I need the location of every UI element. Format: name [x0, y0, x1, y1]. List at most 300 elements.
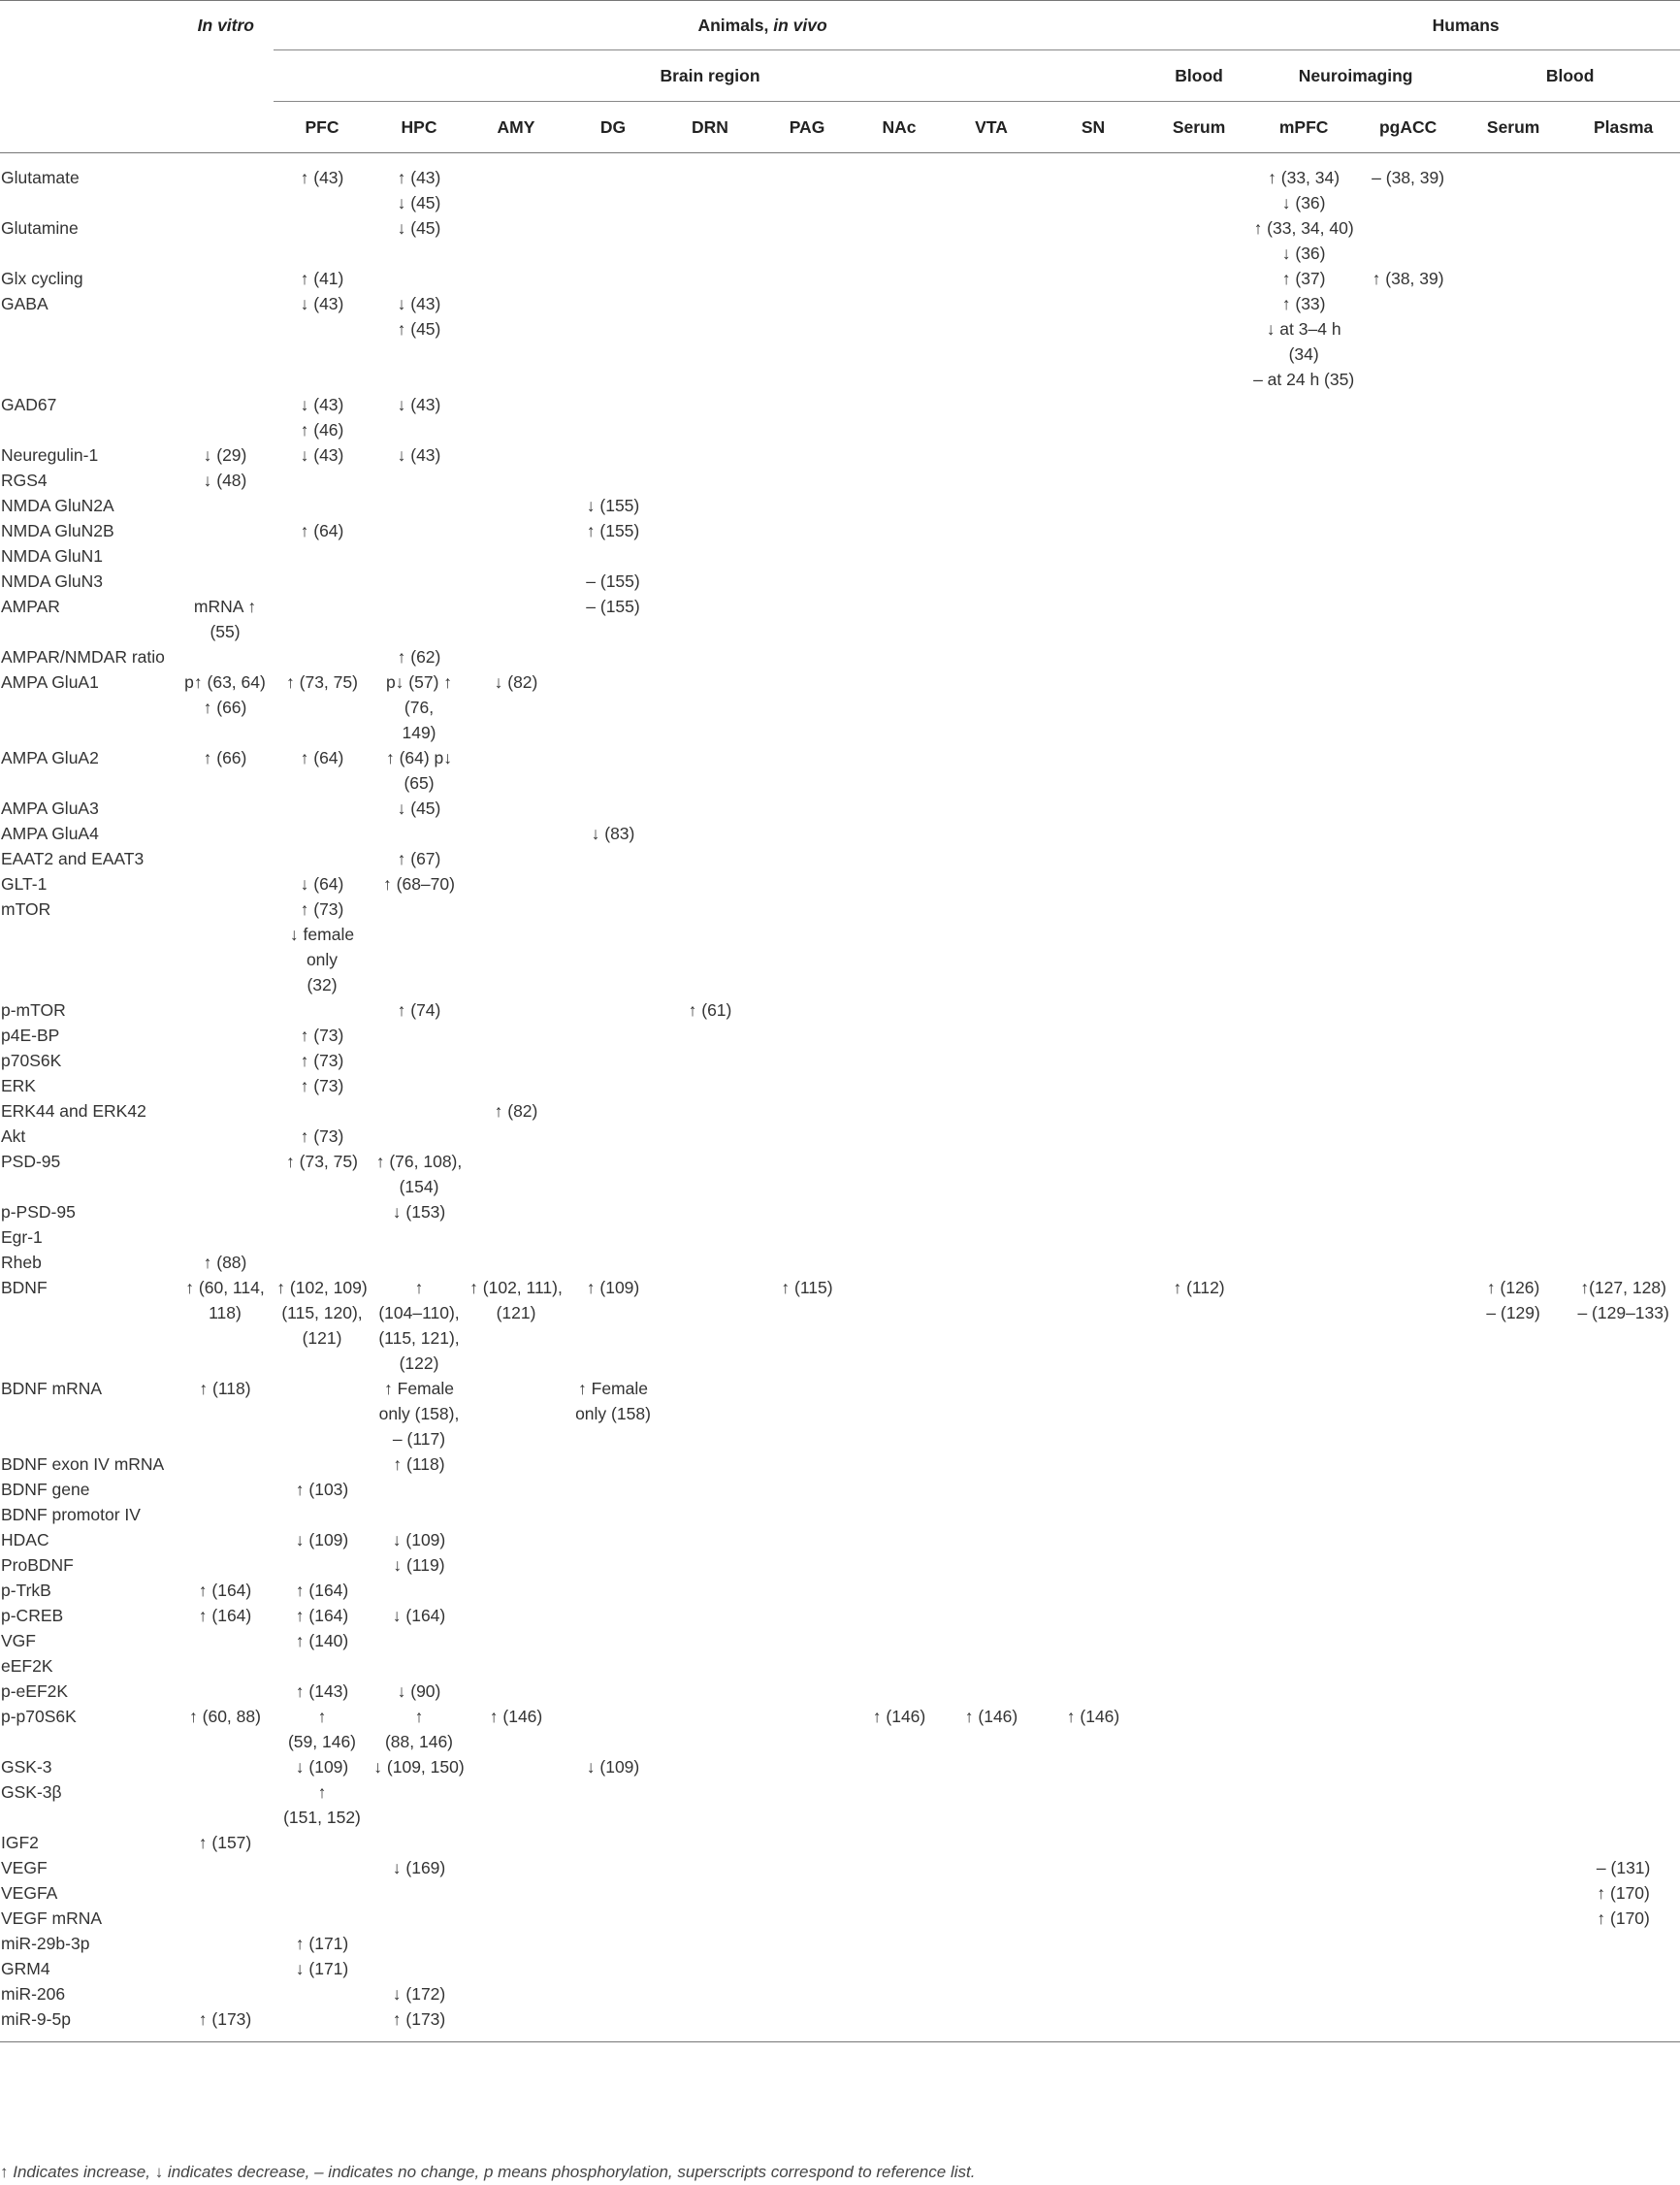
table-cell — [1147, 1527, 1251, 1552]
table-cell — [856, 1956, 943, 1981]
table-cell — [1040, 1779, 1147, 1830]
table-cell — [1567, 442, 1680, 468]
table-cell: ↑ (102, 109) (115, 120), (121) — [276, 1278, 368, 1348]
table-cell — [1147, 1376, 1251, 1451]
table-cell — [1460, 1199, 1567, 1224]
table-cell — [468, 518, 565, 543]
table-cell — [856, 1603, 943, 1628]
table-cell — [1356, 1199, 1460, 1224]
table-cell — [468, 1779, 565, 1830]
table-cell — [371, 1023, 468, 1048]
table-cell — [943, 468, 1040, 493]
table-cell — [1356, 897, 1460, 997]
table-cell — [565, 745, 662, 796]
table-row — [0, 266, 1680, 291]
table-cell — [565, 1502, 662, 1527]
table-cell: ↑ Female only (158), – (117) — [378, 1379, 460, 1449]
table-row — [0, 1981, 1680, 2006]
row-label: miR-29b-3p — [1, 1934, 90, 1953]
table-cell — [943, 215, 1040, 266]
table-row — [0, 1880, 1680, 1906]
table-cell — [565, 1023, 662, 1048]
table-cell — [371, 1779, 468, 1830]
table-cell — [759, 897, 856, 997]
table-cell — [856, 745, 943, 796]
table-cell — [1356, 493, 1460, 518]
table-cell: ↑ (173) — [371, 2006, 468, 2042]
table-cell — [468, 1628, 565, 1653]
table-cell — [1251, 1830, 1356, 1855]
table-cell — [177, 1023, 274, 1048]
table-cell — [943, 1578, 1040, 1603]
table-cell — [856, 518, 943, 543]
table-cell — [662, 796, 759, 821]
table-cell — [1147, 669, 1251, 745]
table-cell — [1040, 1552, 1147, 1578]
table-cell — [1251, 1880, 1356, 1906]
table-cell — [1040, 1023, 1147, 1048]
blood-human-header: Blood — [1460, 50, 1680, 102]
table-cell — [1567, 153, 1680, 216]
table-cell — [1040, 1603, 1147, 1628]
table-cell — [856, 1451, 943, 1477]
table-cell — [1356, 392, 1460, 442]
table-cell: ↑ (73, 75) — [286, 1152, 358, 1171]
row-label: BDNF mRNA — [1, 1379, 103, 1398]
table-cell — [1460, 1477, 1567, 1502]
table-cell — [1040, 1931, 1147, 1956]
table-cell: ↑(127, 128) – (129–133) — [1577, 1278, 1669, 1322]
table-cell — [274, 1250, 371, 1275]
table-cell — [177, 1124, 274, 1149]
table-cell — [565, 543, 662, 569]
table-cell — [1147, 594, 1251, 644]
table-row — [0, 1224, 1680, 1250]
table-cell — [1460, 821, 1567, 846]
table-cell — [371, 1956, 468, 1981]
table-cell — [1147, 543, 1251, 569]
table-cell — [1356, 1048, 1460, 1073]
table-cell — [1251, 1527, 1356, 1552]
table-cell: ↓ (109) — [295, 1530, 349, 1549]
table-cell — [371, 1628, 468, 1653]
header-row-3 — [0, 102, 1680, 153]
table-cell — [1567, 871, 1680, 897]
table-cell — [565, 1779, 662, 1830]
table-cell — [468, 1502, 565, 1527]
table-row — [0, 1603, 1680, 1628]
table-cell — [1040, 518, 1147, 543]
table-cell — [177, 569, 274, 594]
table-cell — [943, 1527, 1040, 1552]
table-row — [0, 1552, 1680, 1578]
table-cell — [1460, 669, 1567, 745]
table-cell — [943, 1981, 1040, 2006]
table-cell — [177, 897, 274, 997]
table-cell — [1251, 1477, 1356, 1502]
table-cell — [1251, 997, 1356, 1023]
table-cell: ↑ (157) — [198, 1833, 252, 1852]
table-cell — [662, 493, 759, 518]
table-cell — [856, 821, 943, 846]
table-cell: ↑ (146) — [964, 1707, 1018, 1726]
table-cell — [468, 846, 565, 871]
table-cell: – (38, 39) — [1372, 168, 1445, 187]
table-cell — [1147, 215, 1251, 266]
table-cell — [1251, 1250, 1356, 1275]
table-cell — [177, 644, 274, 669]
table-cell — [468, 1906, 565, 1931]
table-cell — [468, 1023, 565, 1048]
table-row — [0, 897, 1680, 997]
table-cell — [1567, 1199, 1680, 1224]
table-cell — [856, 153, 943, 216]
table-cell — [662, 1477, 759, 1502]
table-cell — [565, 1880, 662, 1906]
table-cell — [1567, 1250, 1680, 1275]
table-cell — [943, 821, 1040, 846]
table-cell — [759, 1199, 856, 1224]
table-cell — [662, 1023, 759, 1048]
table-cell — [856, 796, 943, 821]
table-cell — [1040, 153, 1147, 216]
table-cell: ↑ (33, 34, 40) ↓ (36) — [1253, 218, 1354, 263]
table-cell — [1147, 1779, 1251, 1830]
table-cell — [1147, 846, 1251, 871]
table-cell — [1356, 644, 1460, 669]
table-cell — [856, 1679, 943, 1704]
table-cell — [1040, 291, 1147, 392]
table-cell — [856, 468, 943, 493]
table-cell — [662, 569, 759, 594]
table-cell — [1147, 493, 1251, 518]
row-label: NMDA GluN3 — [1, 571, 104, 591]
table-cell — [468, 1830, 565, 1855]
table-cell — [468, 266, 565, 291]
table-cell — [1147, 1048, 1251, 1073]
table-cell — [1251, 897, 1356, 997]
table-cell — [468, 871, 565, 897]
table-cell — [177, 1073, 274, 1098]
table-cell — [943, 1931, 1040, 1956]
table-cell — [274, 644, 371, 669]
table-cell — [1040, 1527, 1147, 1552]
row-label: NMDA GluN2A — [1, 496, 114, 515]
table-cell — [1567, 518, 1680, 543]
table-cell — [759, 1477, 856, 1502]
table-cell — [274, 796, 371, 821]
table-cell — [1040, 1855, 1147, 1880]
table-cell — [1147, 153, 1251, 216]
column-header: PAG — [759, 102, 856, 153]
table-cell — [1251, 1149, 1356, 1199]
table-cell — [1460, 1956, 1567, 1981]
table-cell — [856, 1855, 943, 1880]
table-cell — [1356, 1250, 1460, 1275]
table-cell — [1251, 594, 1356, 644]
table-cell — [943, 1653, 1040, 1679]
table-cell — [1251, 644, 1356, 669]
table-cell — [1356, 1275, 1460, 1376]
table-cell — [856, 569, 943, 594]
table-cell — [1356, 1073, 1460, 1098]
table-cell: ↑ (173) — [177, 2006, 274, 2042]
table-cell — [371, 569, 468, 594]
table-cell — [759, 442, 856, 468]
table-cell: ↑ (112) — [1173, 1278, 1225, 1297]
table-cell — [1147, 1502, 1251, 1527]
table-cell — [662, 153, 759, 216]
table-cell — [662, 871, 759, 897]
row-label: p-TrkB — [1, 1581, 51, 1600]
table-cell — [1460, 1754, 1567, 1779]
table-cell — [1040, 1073, 1147, 1098]
table-cell — [1147, 1628, 1251, 1653]
table-cell — [1040, 1502, 1147, 1527]
table-row — [0, 543, 1680, 569]
table-cell — [1147, 1552, 1251, 1578]
table-cell: ↓ (164) — [392, 1606, 446, 1625]
table-cell — [1567, 1754, 1680, 1779]
table-cell — [1147, 897, 1251, 997]
table-cell — [943, 846, 1040, 871]
table-cell — [468, 569, 565, 594]
table-cell — [1567, 1956, 1680, 1981]
table-cell — [1356, 1502, 1460, 1527]
table-row — [0, 594, 1680, 644]
table-cell — [274, 2006, 371, 2042]
table-cell — [662, 1250, 759, 1275]
table-cell — [1251, 1124, 1356, 1149]
table-cell — [177, 1754, 274, 1779]
table-cell — [759, 1578, 856, 1603]
table-cell — [565, 1124, 662, 1149]
table-cell — [371, 897, 468, 997]
table-cell — [1356, 1149, 1460, 1199]
table-cell — [662, 644, 759, 669]
table-row — [0, 644, 1680, 669]
table-cell: ↑ (126) – (129) — [1486, 1278, 1540, 1322]
table-cell — [371, 594, 468, 644]
table-cell — [565, 1653, 662, 1679]
table-cell: ↑ (33) ↓ at 3–4 h (34) – at 24 h (35) — [1253, 294, 1355, 389]
table-row — [0, 1956, 1680, 1981]
table-cell: ↑ (59, 146) — [287, 1707, 357, 1751]
row-label: p70S6K — [1, 1051, 62, 1070]
row-label: VGF — [1, 1631, 36, 1650]
table-cell — [1147, 392, 1251, 442]
table-cell — [468, 1880, 565, 1906]
table-cell — [1251, 1603, 1356, 1628]
table-cell — [759, 291, 856, 392]
table-cell: ↑ (73) — [300, 1126, 344, 1146]
table-cell — [565, 1552, 662, 1578]
table-cell — [371, 1906, 468, 1931]
table-cell: ↑ (61) — [688, 1000, 732, 1020]
table-cell — [1356, 1023, 1460, 1048]
table-cell: ↓ (109) — [392, 1530, 446, 1549]
table-cell — [468, 1048, 565, 1073]
table-cell — [177, 1477, 274, 1502]
table-row — [0, 1779, 1680, 1830]
row-label: HDAC — [1, 1530, 49, 1549]
table-cell — [662, 1603, 759, 1628]
table-cell — [1040, 745, 1147, 796]
table-cell — [274, 493, 371, 518]
table-cell — [856, 1124, 943, 1149]
table-cell — [856, 1880, 943, 1906]
table-cell — [943, 1098, 1040, 1124]
table-cell — [856, 1149, 943, 1199]
table-cell — [565, 1628, 662, 1653]
row-label: Glutamine — [1, 218, 79, 238]
table-cell — [1040, 846, 1147, 871]
table-cell — [177, 1855, 274, 1880]
table-cell — [856, 1754, 943, 1779]
table-cell — [1251, 669, 1356, 745]
table-cell — [759, 1956, 856, 1981]
table-cell — [565, 2006, 662, 2042]
table-cell — [468, 1149, 565, 1199]
table-row — [0, 392, 1680, 442]
table-cell — [1251, 442, 1356, 468]
table-cell — [1460, 442, 1567, 468]
table-cell — [468, 997, 565, 1023]
table-cell — [177, 997, 274, 1023]
table-row — [0, 468, 1680, 493]
table-cell — [565, 1073, 662, 1098]
table-row — [0, 1578, 1680, 1603]
table-cell — [468, 1073, 565, 1098]
table-cell — [943, 1552, 1040, 1578]
table-cell — [1147, 291, 1251, 392]
table-cell — [468, 1578, 565, 1603]
table-cell — [565, 1224, 662, 1250]
table-cell — [1040, 1880, 1147, 1906]
table-row — [0, 291, 1680, 392]
table-cell — [856, 1048, 943, 1073]
row-label: NMDA GluN1 — [1, 546, 104, 566]
table-cell: ↑ (66) — [203, 748, 247, 767]
table-cell — [1147, 1023, 1251, 1048]
table-cell — [565, 1250, 662, 1275]
table-cell — [177, 1956, 274, 1981]
table-cell — [943, 1275, 1040, 1376]
table-cell — [662, 1552, 759, 1578]
table-cell — [565, 1830, 662, 1855]
row-label: Akt — [1, 1126, 26, 1146]
table-cell — [1251, 1855, 1356, 1880]
table-cell — [1567, 291, 1680, 392]
row-label: Rheb — [1, 1253, 42, 1272]
table-cell — [759, 1603, 856, 1628]
table-cell — [1460, 1527, 1567, 1552]
table-cell — [565, 1855, 662, 1880]
table-row — [0, 1704, 1680, 1754]
table-cell — [856, 1578, 943, 1603]
table-cell — [943, 442, 1040, 468]
table-cell — [1567, 1628, 1680, 1653]
table-cell — [1460, 1830, 1567, 1855]
table-cell — [1040, 1149, 1147, 1199]
table-cell — [1567, 745, 1680, 796]
table-cell — [1040, 1250, 1147, 1275]
table-cell: ↑ (170) — [1597, 1883, 1650, 1903]
row-label: RGS4 — [1, 471, 48, 490]
table-cell — [468, 644, 565, 669]
table-cell — [1040, 2006, 1147, 2042]
table-cell — [943, 796, 1040, 821]
row-label: BDNF exon IV mRNA — [1, 1454, 165, 1474]
table-cell — [371, 1224, 468, 1250]
table-cell — [662, 392, 759, 442]
table-cell — [1251, 493, 1356, 518]
table-cell — [177, 1779, 274, 1830]
table-cell — [1460, 1679, 1567, 1704]
table-cell: ↑ (76, 108), (154) — [375, 1152, 463, 1196]
table-cell — [1356, 1981, 1460, 2006]
table-cell — [943, 1199, 1040, 1224]
table-row — [0, 1250, 1680, 1275]
table-cell — [274, 1224, 371, 1250]
table-cell — [1147, 442, 1251, 468]
column-header: SN — [1040, 102, 1147, 153]
table-cell — [1356, 1578, 1460, 1603]
table-cell — [1251, 1679, 1356, 1704]
table-cell: ↑ (151, 152) — [283, 1782, 361, 1827]
table-cell: ↑ (143) — [295, 1681, 349, 1701]
table-cell — [856, 1981, 943, 2006]
table-cell — [662, 1830, 759, 1855]
table-cell — [468, 1527, 565, 1552]
table-cell — [1356, 821, 1460, 846]
table-cell — [759, 1679, 856, 1704]
table-cell — [1567, 1224, 1680, 1250]
table-cell — [1356, 1704, 1460, 1754]
table-cell — [856, 1250, 943, 1275]
table-cell — [1460, 1048, 1567, 1073]
table-cell — [565, 1451, 662, 1477]
table-cell — [565, 1679, 662, 1704]
table-cell — [468, 468, 565, 493]
table-cell — [943, 1048, 1040, 1073]
table-cell — [177, 846, 274, 871]
table-cell — [1251, 1073, 1356, 1098]
table-cell — [565, 1603, 662, 1628]
table-cell — [1251, 1048, 1356, 1073]
table-cell — [1460, 1502, 1567, 1527]
table-cell — [1356, 1603, 1460, 1628]
table-cell — [1567, 1704, 1680, 1754]
table-cell — [371, 1830, 468, 1855]
table-cell — [1147, 468, 1251, 493]
table-cell — [856, 1199, 943, 1224]
row-label: GSK-3β — [1, 1782, 62, 1802]
table-cell — [759, 669, 856, 745]
table-cell — [856, 644, 943, 669]
table-cell — [177, 1048, 274, 1073]
table-cell — [274, 1855, 371, 1880]
table-cell — [1040, 1653, 1147, 1679]
table-cell — [759, 153, 856, 216]
table-cell — [1040, 1199, 1147, 1224]
table-cell — [468, 745, 565, 796]
table-cell — [1460, 266, 1567, 291]
table-cell — [565, 1098, 662, 1124]
table-cell — [856, 997, 943, 1023]
column-header: pgACC — [1356, 102, 1460, 153]
table-cell: ↑ (41) — [300, 269, 344, 288]
